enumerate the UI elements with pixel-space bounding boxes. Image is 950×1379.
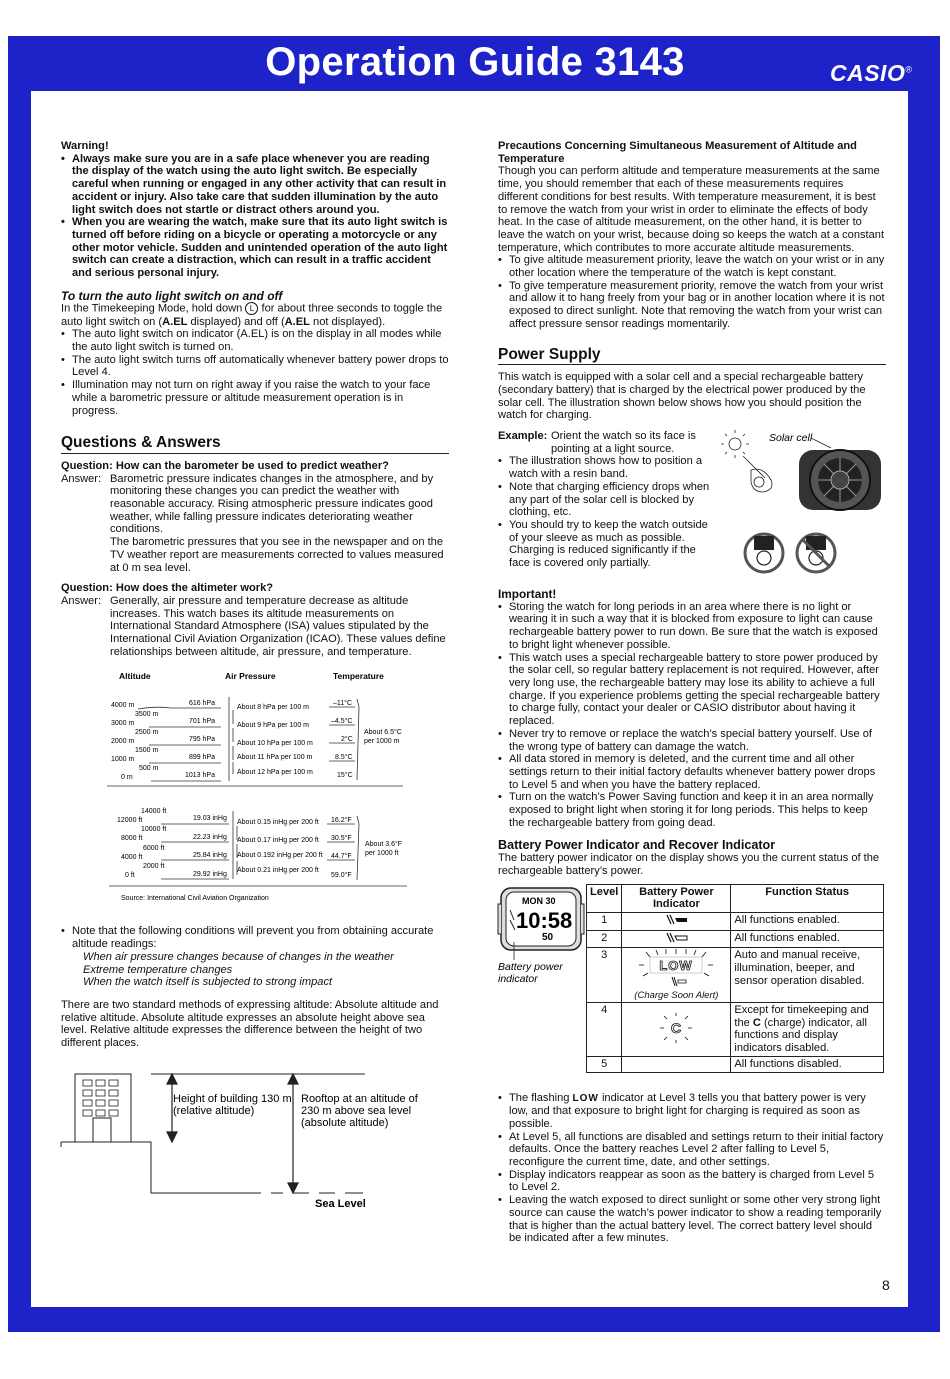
text: displayed) and off ( xyxy=(187,315,285,328)
battery-indicator-caption: Battery power xyxy=(498,960,563,973)
text: The barometric pressures that you see in the newspaper and on the TV weather report are measurements corrected to values measured at 0 m sea level. xyxy=(110,536,444,574)
altitude-label: 4000 m xyxy=(111,702,135,710)
list-item: • You should try to keep the watch outside of your sleeve as much as possible. Charging is reduced significantly if the face is covered only partially. xyxy=(498,519,718,570)
pressure-label: 701 hPa xyxy=(189,718,216,726)
battery-indicator-caption: indicator xyxy=(498,972,538,985)
text: Barometric pressure indicates changes in the atmosphere, and by monitoring these changes you can predict the weather with reasonable accuracy. Rising atmospheric pressure indicates good weather, while falling pressure indicates deteriorating weather conditions. xyxy=(110,472,434,536)
pressure-rate: About 0.21 inHg per 200 ft xyxy=(237,867,319,875)
list-item: • Leaving the watch exposed to direct sunlight or some other very strong light source can cause the watch’s power indicator to show a reading temporarily that is higher than the actual battery level. The correct battery level should be indicated after a few minutes. xyxy=(498,1194,886,1245)
precautions-body: Though you can perform altitude and temperature measurements at the same time, you should remember that each of these measurements requires different conditions for best results. With temperature measurement, it is best to remove the watch from your wrist in order to eliminate the effects of body heat. In the case of altitude measurement, on the other hand, it is better to leave the watch on your wrist, because doing so keeps the watch at a constant temperature, which contributes to more accurate altitude measurements. xyxy=(498,165,885,254)
c-indicator-text: C xyxy=(671,1019,682,1036)
isa-altitude-diagram xyxy=(61,666,449,911)
temperature-label: 16.2°F xyxy=(331,817,352,825)
altitude-label: 12000 ft xyxy=(117,817,143,825)
text: indicator at Level 3 tells you that battery power is very low, and that exposure to bright light for charging is required as soon as possible. xyxy=(509,1091,866,1130)
indicator-cell xyxy=(622,912,731,930)
altitude-label: 2000 ft xyxy=(143,863,165,871)
low-indicator-text: LOW xyxy=(659,958,694,974)
table-row xyxy=(587,1056,884,1072)
battery-indicator-heading: Battery Power Indicator and Recover Indicator xyxy=(498,838,776,853)
text: for about three seconds to toggle the auto light switch on ( xyxy=(61,302,443,328)
answer-label: Answer: xyxy=(61,594,102,607)
casio-logo xyxy=(830,60,912,87)
right-column xyxy=(498,140,886,1245)
note-condition: When air pressure changes because of changes in the weather xyxy=(83,950,394,963)
low-battery-flashing-icon xyxy=(636,949,716,987)
pressure-label: 19.03 inHg xyxy=(193,815,227,823)
pressure-rate: About 8 hPa per 100 m xyxy=(237,704,309,712)
warning-item: • When you are wearing the watch, make sure that its auto light switch is turned off before riding on a bicycle or operating a motorcycle or any other motor vehicle. Sudden and unintended operation of the auto light switch can create a distraction, which can result in a traffic accident and serious personal injury. xyxy=(61,216,449,280)
registered-mark: ® xyxy=(905,64,913,75)
pressure-label: 899 hPa xyxy=(189,754,216,762)
pressure-rate: About 9 hPa per 100 m xyxy=(237,722,309,730)
altitude-label: 3500 m xyxy=(135,711,159,719)
status-cell: All functions disabled. xyxy=(731,1056,884,1072)
text: In the Timekeeping Mode, hold down xyxy=(61,302,243,315)
temperature-label: 15°C xyxy=(337,772,353,780)
altitude-label: 6000 ft xyxy=(143,845,165,853)
column-header: Battery Power Indicator xyxy=(622,884,731,912)
answer-1 xyxy=(61,473,449,575)
isa-header: Temperature xyxy=(333,671,384,682)
temperature-rate: About 6.5°C xyxy=(364,729,402,737)
list-item: • The illustration shows how to position a watch with a resin band. xyxy=(498,455,718,480)
indicator-cell xyxy=(622,948,731,1003)
pressure-rate: About 10 hPa per 100 m xyxy=(237,740,313,748)
temperature-label: –4.5°C xyxy=(331,718,353,726)
example-instruction: Orient the watch so its face is pointing at a light source. xyxy=(551,430,696,455)
example-label: Example: xyxy=(498,430,548,443)
table-header-row xyxy=(587,884,884,912)
column-header: Function Status xyxy=(731,884,884,912)
status-cell: All functions enabled. xyxy=(731,912,884,930)
precautions-list xyxy=(498,254,886,330)
watch-face-icon xyxy=(799,450,881,510)
charge-soon-alert: (Charge Soon Alert) xyxy=(634,990,719,1002)
list-item: • Note that the following conditions will prevent you from obtaining accurate altitude readings: xyxy=(61,925,449,950)
pressure-label: 1013 hPa xyxy=(185,772,215,780)
note-list xyxy=(61,925,449,950)
level-cell: 4 xyxy=(587,1003,622,1057)
question-1: Question: How can the barometer be used to predict weather? xyxy=(61,459,389,472)
list-item: • To give altitude measurement priority, leave the watch on your wrist or in any other location where the temperature of the watch is kept constant. xyxy=(498,254,886,279)
temperature-rate: About 3.6°F xyxy=(365,841,403,849)
warning-list xyxy=(61,153,449,280)
temperature-rate: per 1000 m xyxy=(364,738,400,746)
table-row xyxy=(587,1003,884,1057)
indicator-cell xyxy=(622,930,731,948)
altitude-label: 10000 ft xyxy=(141,826,167,834)
page-title: Operation Guide 3143 xyxy=(265,40,685,84)
pressure-rate: About 0.192 inHg per 200 ft xyxy=(237,852,323,860)
level-cell: 2 xyxy=(587,930,622,948)
indicator-cell xyxy=(622,1056,731,1072)
watch-time: 10:58 xyxy=(516,907,573,933)
status-cell: Auto and manual receive, illumination, beeper, and sensor operation disabled. xyxy=(731,948,884,1003)
watch-day-date: MON 30 xyxy=(522,895,556,906)
pressure-label: 22.23 inHg xyxy=(193,834,227,842)
watch-seconds: 50 xyxy=(542,931,554,943)
battery-notes-list xyxy=(498,1092,886,1245)
battery-indicator-body: The battery power indicator on the display shows you the current status of the rechargeable battery’s power. xyxy=(498,852,880,877)
list-item: • To give temperature measurement priority, remove the watch from your wrist and allow it to hang freely from your bag or in another location where it is not exposed to direct sunlight. Note that removing the watch from your wrist can affect pressure sensor readings momentarily. xyxy=(498,280,886,331)
absolute-altitude-label: Rooftop at an altitude of xyxy=(301,1092,418,1105)
battery-level-table xyxy=(586,884,884,1073)
sleeve-covered-icon xyxy=(745,534,835,572)
left-column xyxy=(61,140,449,1210)
question-2: Question: How does the altimeter work? xyxy=(61,582,274,595)
list-item: • Never try to remove or replace the watch’s special battery yourself. Use of the wrong type of battery can damage the watch. xyxy=(498,728,886,753)
temperature-label: 8.5°C xyxy=(335,754,353,762)
altitude-label: 2000 m xyxy=(111,738,135,746)
answer-text: Generally, air pressure and temperature decrease as altitude increases. This watch bases its altitude measurements on International Standard Atmosphere (ISA) values stipulated by the International Civil Aviation Organization (ICAO). These values define relationships between altitude, air pressure, and temperature. xyxy=(110,594,446,658)
level-cell: 3 xyxy=(587,948,622,1003)
table-row xyxy=(587,948,884,1003)
list-item: • Illumination may not turn on right away if you raise the watch to your face while a barometric pressure or altitude measurement operation is in progress. xyxy=(61,379,449,417)
autolight-heading: To turn the auto light switch on and off xyxy=(61,288,283,303)
temperature-label: 44.7°F xyxy=(331,853,352,861)
list-item: • All data stored in memory is deleted, and the current time and all other settings return to their initial factory defaults whenever battery power drops to Level 5 and when you have the battery replaced. xyxy=(498,753,886,791)
qa-heading: Questions & Answers xyxy=(61,437,449,454)
text: (charge) indicator, all functions and display indicators disabled. xyxy=(734,1016,867,1055)
level-cell: 5 xyxy=(587,1056,622,1072)
answer-text xyxy=(110,473,449,575)
l-button-icon: L xyxy=(245,302,258,315)
pressure-rate: About 0.15 inHg per 200 ft xyxy=(237,819,319,827)
table-row xyxy=(587,930,884,948)
example-list xyxy=(498,455,718,569)
level-cell: 1 xyxy=(587,912,622,930)
isa-header: Altitude xyxy=(119,671,151,682)
temperature-rate: per 1000 ft xyxy=(365,850,399,858)
precautions-heading: Precautions Concerning Simultaneous Measurement of Altitude and Temperature xyxy=(498,140,857,165)
text: not displayed). xyxy=(309,315,386,328)
autolight-instructions xyxy=(61,302,449,328)
power-supply-body: This watch is equipped with a solar cell and a special rechargeable battery (secondary battery) that is charged by the electrical power produced by the solar cell. The illustration shown below shows how you should position the watch for charging. xyxy=(498,371,866,422)
brand-text: CASIO xyxy=(830,60,906,86)
altitude-label: 0 ft xyxy=(125,872,135,880)
list-item: • Display indicators reappear as soon as the battery is charged from Level 5 to Level 2. xyxy=(498,1169,886,1194)
temperature-label: –11°C xyxy=(333,700,353,708)
battery-indicator-section xyxy=(498,884,886,1086)
important-list xyxy=(498,601,886,830)
list-item: • Storing the watch for long periods in an area where there is no light or wearing it in such a way that it is blocked from exposure to light can cause rechargeable battery power to run down. Be sure that the watch is exposed to bright light whenever possible. xyxy=(498,601,886,652)
absolute-altitude-label: (absolute altitude) xyxy=(301,1116,389,1129)
important-title: Important! xyxy=(498,587,557,602)
page-number: 8 xyxy=(882,1277,890,1293)
note-condition: When the watch itself is subjected to strong impact xyxy=(83,976,333,989)
solar-charging-illustration xyxy=(723,430,893,580)
altitude-label: 3000 m xyxy=(111,720,135,728)
example-text xyxy=(498,430,718,570)
status-cell: All functions enabled. xyxy=(731,930,884,948)
building-altitude-diagram xyxy=(61,1062,449,1210)
temperature-label: 2°C xyxy=(341,736,353,744)
battery-level-1-icon xyxy=(663,914,689,925)
altitude-label: 1000 m xyxy=(111,756,135,764)
text: The flashing xyxy=(509,1091,573,1104)
pressure-rate: About 11 hPa per 100 m xyxy=(237,754,313,762)
list-item xyxy=(498,1092,886,1131)
list-item: • At Level 5, all functions are disabled and settings return to their initial factory defaults. Once the battery reaches Level 2 after falling to Level 5, reconfigure the current time, date, and other settings. xyxy=(498,1131,886,1169)
solar-cell-label: Solar cell xyxy=(769,432,813,445)
column-header: Level xyxy=(587,884,622,912)
altitude-label: 2500 m xyxy=(135,729,159,737)
low-indicator-text: LOW xyxy=(572,1092,599,1104)
altitude-label: 0 m xyxy=(121,774,133,782)
altitude-label: 500 m xyxy=(139,765,159,773)
pressure-rate: About 12 hPa per 100 m xyxy=(237,769,313,777)
isa-header: Air Pressure xyxy=(225,671,276,682)
indicator-cell xyxy=(622,1003,731,1057)
isa-source: Source: International Civil Aviation Organization xyxy=(121,895,269,903)
charge-indicator-icon xyxy=(656,1013,696,1043)
answer-label: Answer: xyxy=(61,472,102,485)
power-supply-heading: Power Supply xyxy=(498,349,886,366)
altitude-label: 14000 ft xyxy=(141,808,167,816)
status-cell xyxy=(731,1003,884,1057)
list-item: • The auto light switch turns off automatically whenever battery power drops to Level 4. xyxy=(61,354,449,379)
c-label: C xyxy=(752,1016,761,1029)
table-row xyxy=(587,912,884,930)
example-row xyxy=(498,430,718,455)
temperature-label: 59.0°F xyxy=(331,872,352,880)
relative-altitude-label: (relative altitude) xyxy=(173,1104,255,1117)
watch-display-illustration xyxy=(498,884,584,994)
text: Except for timekeeping and the xyxy=(734,1004,869,1029)
list-item: • Turn on the watch’s Power Saving function and keep it in an area normally exposed to bright light when storing it for long periods. This helps to keep the rechargeable battery from going dead. xyxy=(498,791,886,829)
list-item: • This watch uses a special rechargeable battery to store power produced by the solar cell, so regular battery replacement is not required. However, after very long use, the rechargeable battery may lose its ability to achieve a full charge. If you experience problems getting the special rechargeable battery to charge fully, contact your dealer or CASIO distributor about having it replaced. xyxy=(498,652,886,728)
altitude-label: 4000 ft xyxy=(121,854,143,862)
pressure-label: 29.92 inHg xyxy=(193,871,227,879)
autolight-bullets xyxy=(61,328,449,417)
example-section xyxy=(498,430,886,580)
relative-altitude-label: Height of building 130 m xyxy=(173,1092,292,1105)
altitude-label: 8000 ft xyxy=(121,835,143,843)
altitude-methods: There are two standard methods of expressing altitude: Absolute altitude and relative altitude. Absolute altitude expresses an absolute height above sea level. Relative altitude expresses the difference between the height of two different places. xyxy=(61,998,439,1050)
warning-item: • Always make sure you are in a safe place whenever you are reading the display of the watch using the auto light switch. Be especially careful when running or engaged in any other activity that can result in accident or injury. Also take care that sudden illumination by the auto light switch does not startle or distract others around you. xyxy=(61,153,449,217)
altitude-label: 1500 m xyxy=(135,747,159,755)
ael-label: A.EL xyxy=(284,315,310,328)
list-item: • Note that charging efficiency drops when any part of the solar cell is blocked by clothing, etc. xyxy=(498,481,718,519)
absolute-altitude-label: 230 m above sea level xyxy=(301,1104,412,1117)
warning-title: Warning! xyxy=(61,140,109,152)
pressure-label: 795 hPa xyxy=(189,736,216,744)
answer-2 xyxy=(61,595,449,659)
ael-label: A.EL xyxy=(162,315,188,328)
temperature-label: 30.5°F xyxy=(331,835,352,843)
pressure-label: 616 hPa xyxy=(189,700,216,708)
note-condition: Extreme temperature changes xyxy=(83,963,233,976)
pressure-rate: About 0.17 inHg per 200 ft xyxy=(237,837,319,845)
pressure-label: 25.84 inHg xyxy=(193,852,227,860)
list-item: • The auto light switch on indicator (A.EL) is on the display in all modes while the auto light switch is turned on. xyxy=(61,328,449,353)
battery-level-2-icon xyxy=(663,932,689,943)
sea-level-label: Sea Level xyxy=(315,1197,366,1210)
